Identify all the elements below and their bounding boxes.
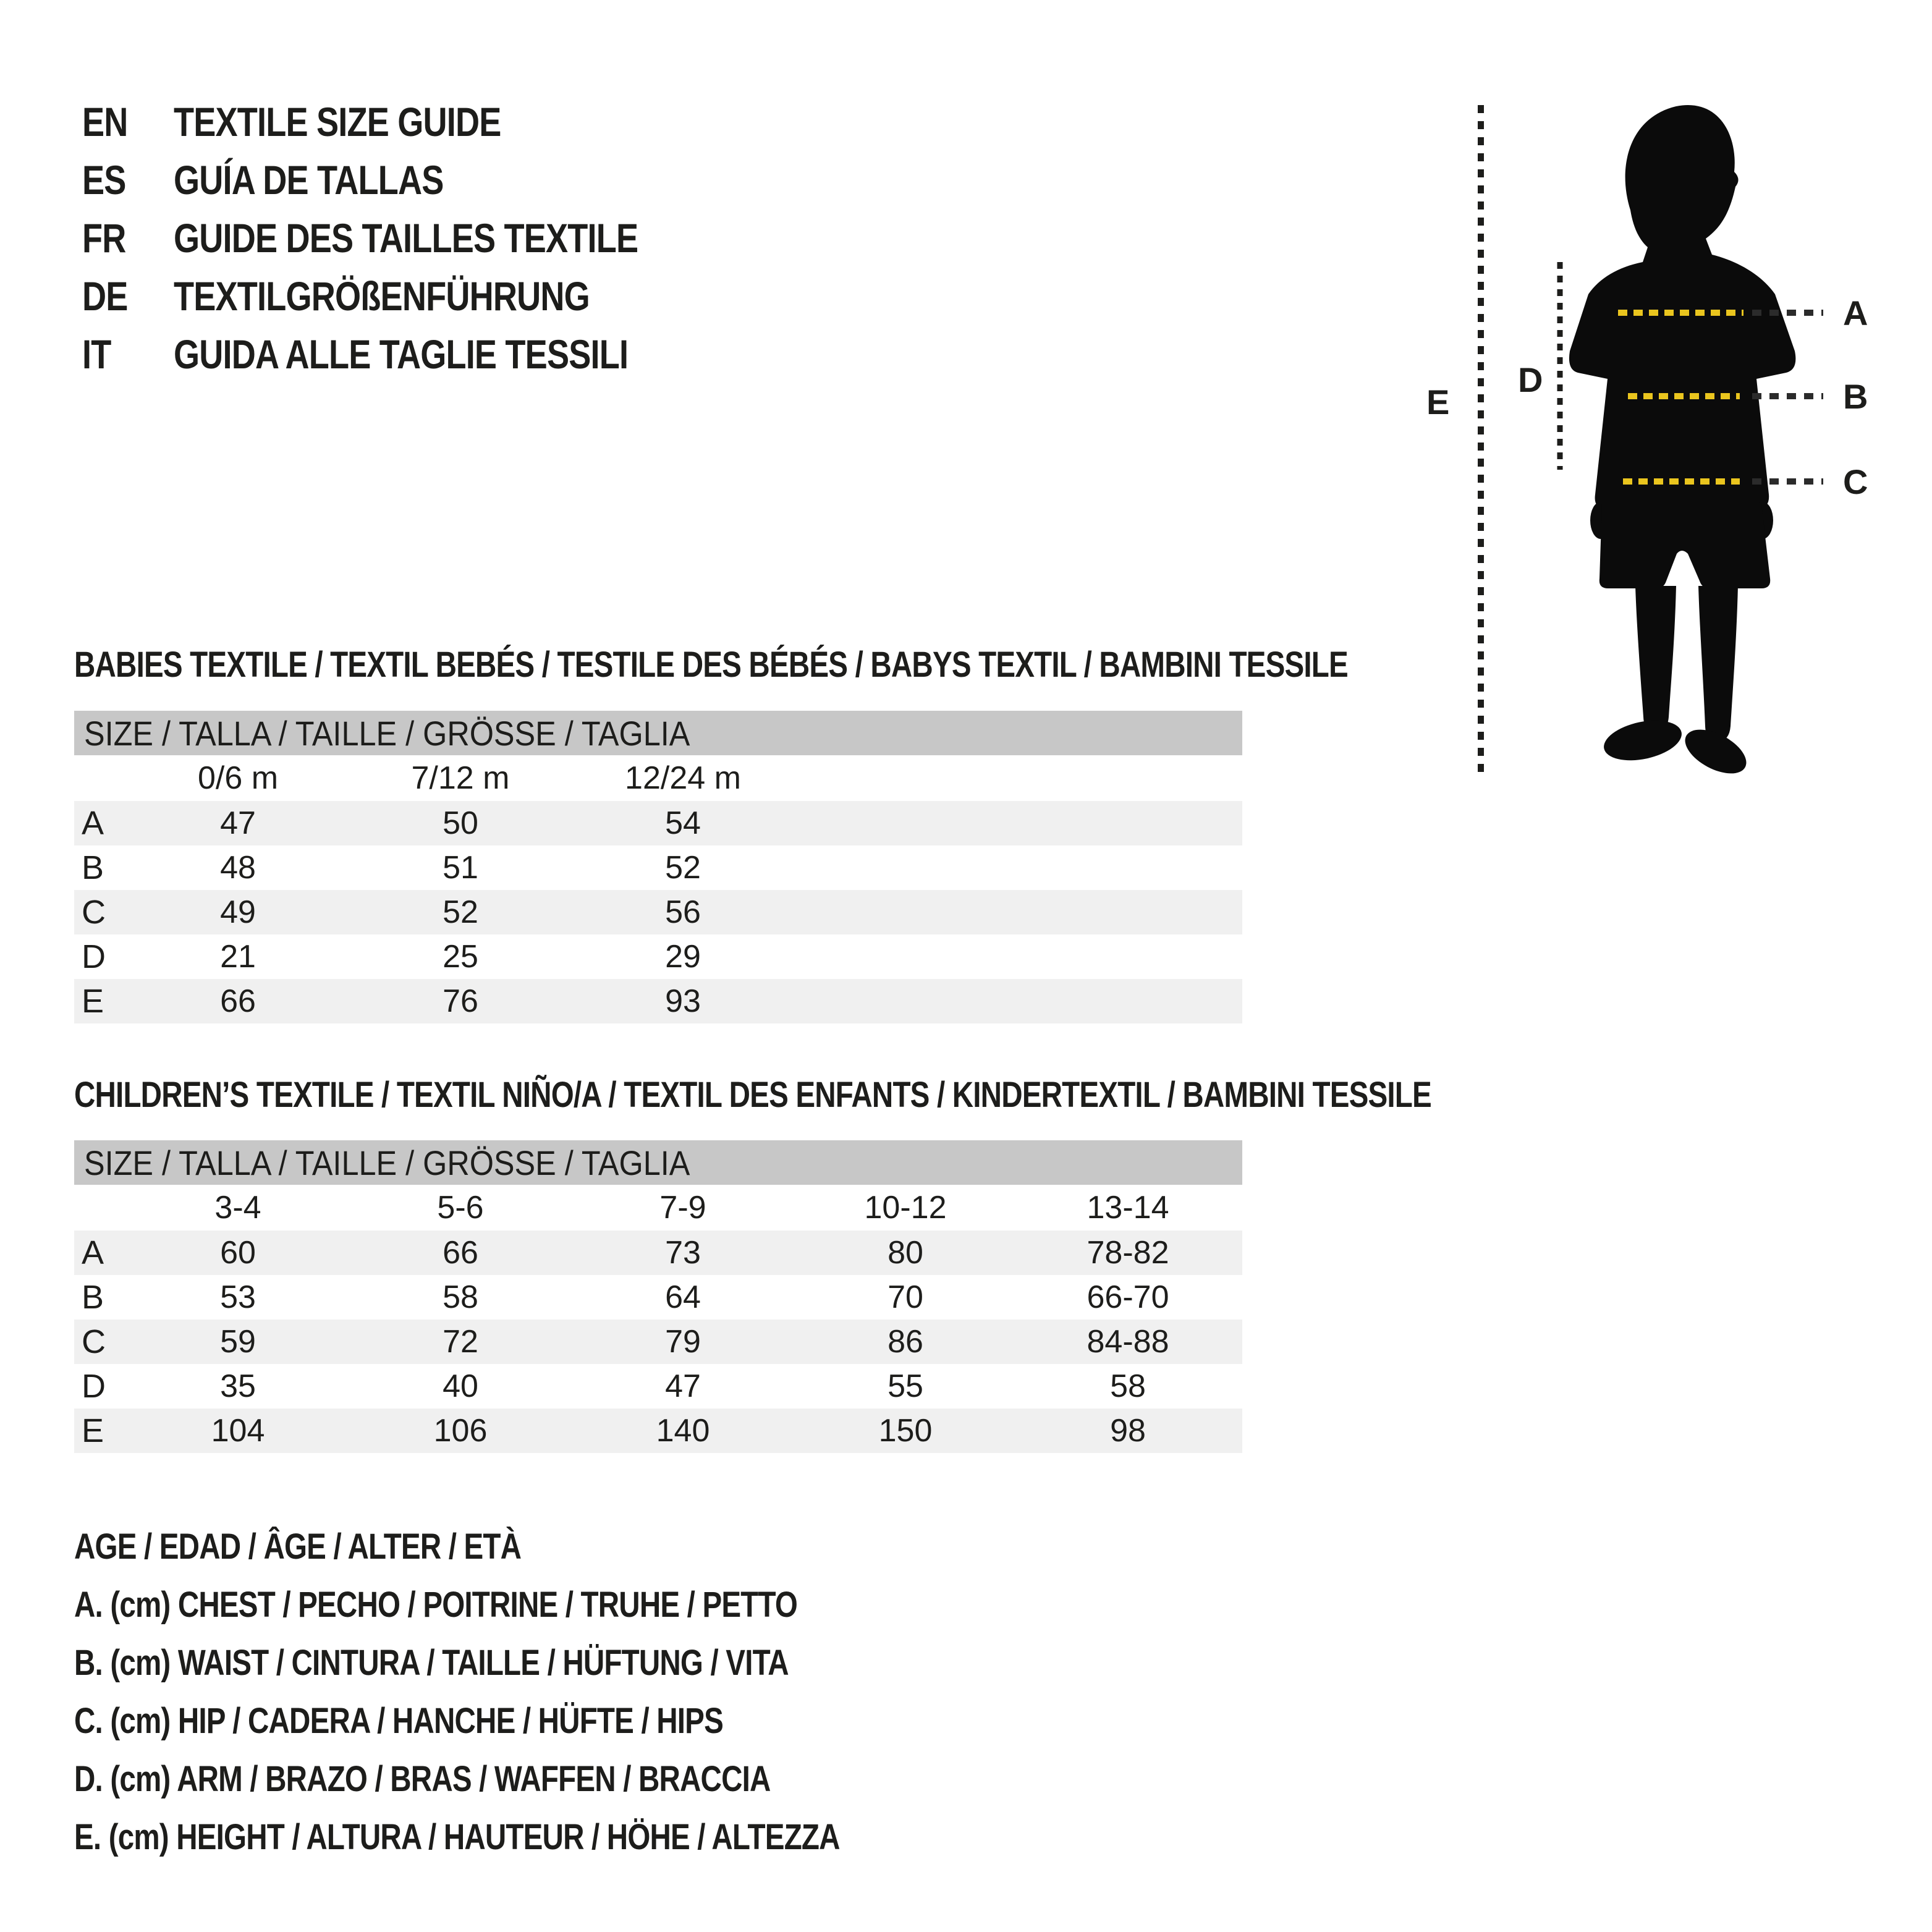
language-title: TEXTILE SIZE GUIDE <box>174 99 501 145</box>
row-label: D <box>82 1368 106 1405</box>
measurement-diagram <box>1391 62 1932 803</box>
table-cell: 86 <box>888 1324 923 1360</box>
table-cell: 47 <box>665 1368 701 1404</box>
column-header: 0/6 m <box>197 760 279 796</box>
column-header: 12/24 m <box>625 760 741 796</box>
hip-label: C <box>1843 462 1868 501</box>
column-header: 5-6 <box>437 1190 484 1226</box>
column-header: 13-14 <box>1087 1190 1169 1226</box>
table-cell: 58 <box>1110 1368 1146 1404</box>
row-label: A <box>82 1234 104 1271</box>
table-cell: 106 <box>433 1413 488 1449</box>
children-size-header-bar <box>74 1140 1242 1185</box>
children-section-title: CHILDREN’S TEXTILE / TEXTIL NIÑO/A / TEXTIL DES ENFANTS / KINDERTEXTIL / BAMBINI TESSILE <box>74 1075 1431 1115</box>
language-code: FR <box>82 215 126 261</box>
legend-line-waist: B. (cm) WAIST / CINTURA / TAILLE / HÜFTUNG / VITA <box>74 1642 789 1683</box>
table-cell: 51 <box>443 850 478 886</box>
size-bar-label: SIZE / TALLA / TAILLE / GRÖSSE / TAGLIA <box>84 1143 690 1182</box>
waist-label: B <box>1843 377 1868 416</box>
language-title: GUÍA DE TALLAS <box>174 157 444 203</box>
table-row <box>74 979 1242 1023</box>
measurement-legend <box>74 1517 1008 1866</box>
language-row-it <box>82 325 740 383</box>
table-cell: 40 <box>443 1368 478 1404</box>
row-label: D <box>82 938 106 975</box>
table-cell: 76 <box>443 983 478 1019</box>
table-row <box>74 934 1242 979</box>
children-size-table <box>74 1185 1242 1453</box>
legend-line-chest: A. (cm) CHEST / PECHO / POITRINE / TRUHE / PETTO <box>74 1584 798 1625</box>
table-cell: 52 <box>443 894 478 930</box>
column-header: 10-12 <box>864 1190 947 1226</box>
table-cell: 66-70 <box>1087 1279 1169 1315</box>
table-row <box>74 1320 1242 1364</box>
table-cell: 49 <box>220 894 256 930</box>
language-title: GUIDA ALLE TAGLIE TESSILI <box>174 331 629 377</box>
row-label: B <box>82 1279 104 1316</box>
language-code: IT <box>82 331 111 377</box>
language-code: DE <box>82 273 128 319</box>
table-cell: 84-88 <box>1087 1324 1169 1360</box>
row-label: E <box>82 1412 104 1449</box>
table-cell: 60 <box>220 1235 256 1271</box>
table-cell: 66 <box>220 983 256 1019</box>
table-cell: 50 <box>443 805 478 841</box>
legend-line-arm: D. (cm) ARM / BRAZO / BRAS / WAFFEN / BRACCIA <box>74 1758 771 1799</box>
table-cell: 55 <box>888 1368 923 1404</box>
table-cell: 93 <box>665 983 701 1019</box>
column-header: 7-9 <box>659 1190 706 1226</box>
row-label: E <box>82 983 104 1020</box>
table-cell: 35 <box>220 1368 256 1404</box>
size-bar-label: SIZE / TALLA / TAILLE / GRÖSSE / TAGLIA <box>84 713 690 753</box>
table-cell: 98 <box>1110 1413 1146 1449</box>
table-row <box>74 845 1242 890</box>
table-cell: 52 <box>665 850 701 886</box>
table-cell: 54 <box>665 805 701 841</box>
table-cell: 150 <box>878 1413 933 1449</box>
table-row <box>74 890 1242 934</box>
table-cell: 64 <box>665 1279 701 1315</box>
row-label: A <box>82 805 104 842</box>
table-row <box>74 1231 1242 1275</box>
row-label: C <box>82 894 106 931</box>
legend-line-age: AGE / EDAD / ÂGE / ALTER / ETÀ <box>74 1526 522 1567</box>
chest-label: A <box>1843 294 1868 333</box>
table-cell: 58 <box>443 1279 478 1315</box>
column-header: 7/12 m <box>411 760 510 796</box>
language-row-en <box>82 93 740 151</box>
column-header: 3-4 <box>214 1190 261 1226</box>
row-label: C <box>82 1323 106 1360</box>
table-row <box>74 801 1242 845</box>
table-cell: 25 <box>443 939 478 975</box>
table-cell: 140 <box>656 1413 710 1449</box>
table-cell: 72 <box>443 1324 478 1360</box>
language-row-fr <box>82 209 740 267</box>
table-cell: 80 <box>888 1235 923 1271</box>
table-cell: 66 <box>443 1235 478 1271</box>
row-label: B <box>82 849 104 886</box>
table-row <box>74 1364 1242 1409</box>
language-code: ES <box>82 157 126 203</box>
babies-size-table <box>74 755 1242 1023</box>
legend-line-height: E. (cm) HEIGHT / ALTURA / HAUTEUR / HÖHE / ALTEZZA <box>74 1816 840 1857</box>
table-cell: 47 <box>220 805 256 841</box>
table-cell: 21 <box>220 939 256 975</box>
table-header-row <box>74 1185 1242 1231</box>
table-header-row <box>74 755 1242 801</box>
arm-label: D <box>1518 360 1543 399</box>
table-cell: 79 <box>665 1324 701 1360</box>
table-row <box>74 1275 1242 1320</box>
legend-line-hip: C. (cm) HIP / CADERA / HANCHE / HÜFTE / HIPS <box>74 1700 723 1741</box>
language-title: GUIDE DES TAILLES TEXTILE <box>174 215 638 261</box>
babies-size-header-bar <box>74 711 1242 755</box>
height-label: E <box>1426 383 1450 422</box>
table-cell: 78-82 <box>1087 1235 1169 1271</box>
table-cell: 104 <box>211 1413 265 1449</box>
language-title: TEXTILGRÖßENFÜHRUNG <box>174 273 590 319</box>
table-cell: 59 <box>220 1324 256 1360</box>
language-row-de <box>82 267 740 325</box>
babies-section-title: BABIES TEXTILE / TEXTIL BEBÉS / TESTILE DES BÉBÉS / BABYS TEXTIL / BAMBINI TESSILE <box>74 645 1348 685</box>
table-cell: 70 <box>888 1279 923 1315</box>
language-row-es <box>82 151 740 209</box>
language-code: EN <box>82 99 128 145</box>
language-header <box>82 93 740 383</box>
table-cell: 48 <box>220 850 256 886</box>
table-cell: 73 <box>665 1235 701 1271</box>
table-row <box>74 1409 1242 1453</box>
table-cell: 29 <box>665 939 701 975</box>
table-cell: 56 <box>665 894 701 930</box>
table-cell: 53 <box>220 1279 256 1315</box>
